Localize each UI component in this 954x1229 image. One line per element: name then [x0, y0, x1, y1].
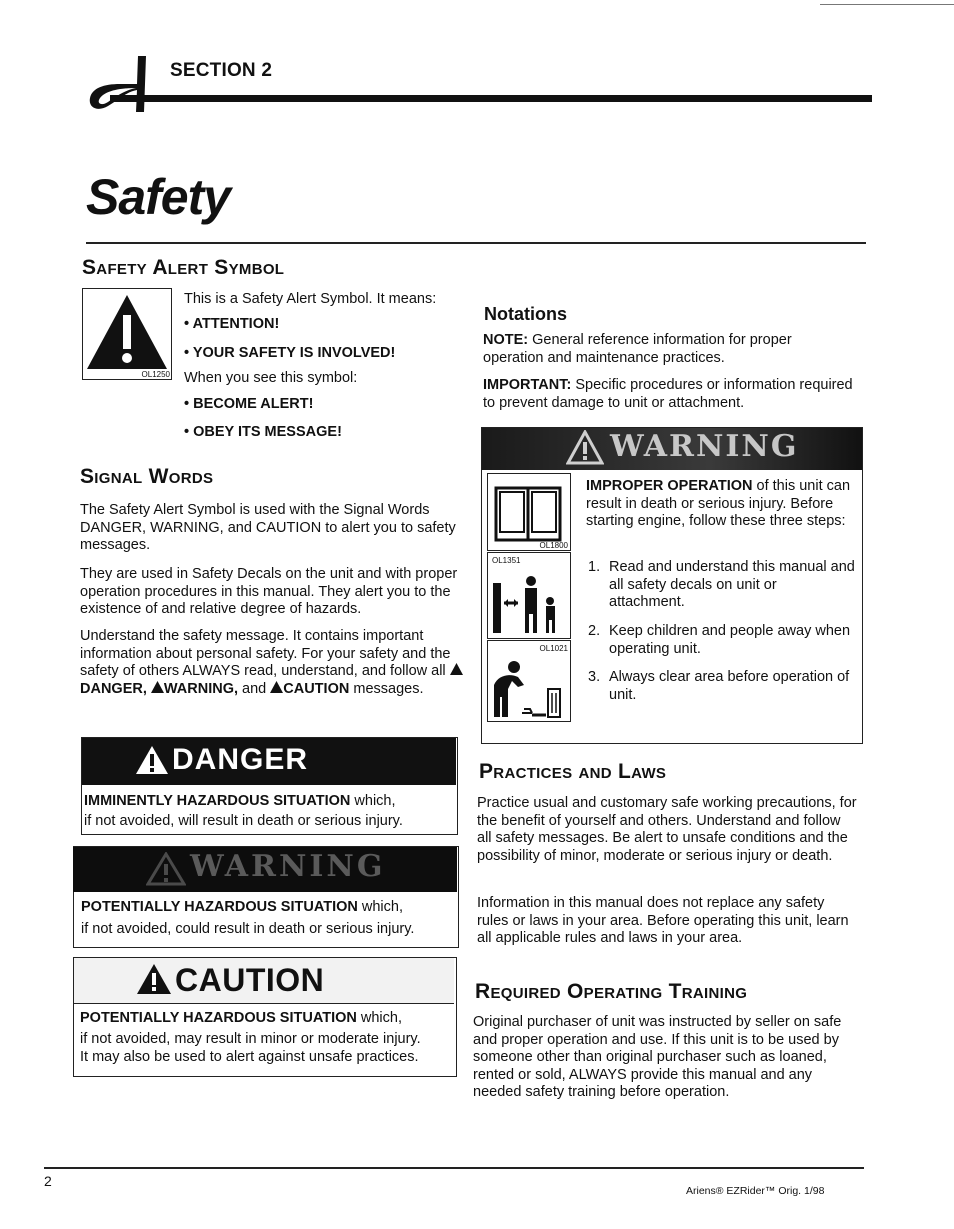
alert-mini-icon [450, 663, 463, 675]
word-warning: WARNING, [163, 680, 239, 697]
warning-alert-icon [146, 852, 186, 886]
caution-line-2: if not avoided, may result in minor or moderate injury. [80, 1031, 421, 1047]
training-heading: Required Operating Training [475, 980, 748, 1003]
note-label: NOTE: [483, 332, 529, 348]
caution-alert-icon [136, 963, 172, 995]
clear-area-icon-box [487, 640, 571, 722]
caution-line-1 [80, 1010, 402, 1028]
page-title: Safety [86, 169, 231, 225]
section-rule [110, 95, 872, 102]
section-a-logo-icon [86, 54, 166, 114]
caution-rest: which, [356, 1010, 402, 1026]
alert-mini-icon [270, 681, 283, 693]
alert-mini-icon [151, 681, 164, 693]
note-text: General reference information for proper operation and maintenance practices. [483, 332, 792, 366]
danger-rest: which, [350, 793, 396, 809]
footer-text: Ariens® EZRider™ Orig. 1/98 [686, 1185, 825, 1197]
read-manual-icon-box [487, 473, 571, 551]
page-number: 2 [44, 1173, 52, 1189]
icon-code-2: OL1351 [492, 556, 521, 565]
danger-line-2: if not avoided, will result in death or serious injury. [84, 813, 403, 829]
note-para [483, 332, 853, 367]
warning-line-1 [81, 899, 403, 917]
icon-code-1: OL1800 [539, 541, 568, 550]
danger-alert-icon [135, 745, 169, 775]
important-label: IMPORTANT: [483, 377, 572, 393]
caution-line-3: It may also be used to alert against unsafe practices. [80, 1049, 419, 1065]
safety-alert-symbol-box [82, 288, 172, 380]
signal-words-para-3-start: Understand the safety message. It contains important information about personal safety. For your safety and the safety of others ALWAYS read, understand, and follow all [80, 628, 451, 679]
alert-bullet-become: • BECOME ALERT! [184, 396, 314, 412]
alert-bullet-obey: • OBEY ITS MESSAGE! [184, 424, 342, 440]
footer-rule [44, 1167, 864, 1169]
word-danger: DANGER, [80, 680, 147, 697]
title-rule [86, 242, 866, 244]
warning-bold: POTENTIALLY HAZARDOUS SITUATION [81, 899, 358, 915]
word-caution: CAUTION [283, 680, 350, 697]
section-label: SECTION 2 [170, 60, 273, 81]
danger-bold: IMMINENTLY HAZARDOUS SITUATION [84, 793, 351, 809]
alert-bullet-attention: • ATTENTION! [184, 316, 280, 332]
warning-step-2 [588, 623, 856, 658]
practices-para-2: Information in this manual does not replace any safety rules or laws in your area. Before operating this unit, learn all applicable rules and laws in your area. [477, 895, 849, 946]
icon-code-3: OL1021 [539, 644, 568, 653]
alert-when: When you see this symbol: [184, 370, 358, 386]
warning-step-1 [588, 559, 856, 612]
alert-intro: This is a Safety Alert Symbol. It means: [184, 291, 437, 307]
keep-away-icon-box [487, 552, 571, 639]
warning-panel-lead-rest: of this unit can result in death or serious injury. Before starting engine, follow these three steps: [586, 478, 851, 529]
keep-people-away-icon [488, 553, 570, 638]
caution-bold: POTENTIALLY HAZARDOUS SITUATION [80, 1010, 357, 1026]
safety-alert-icon-code: OL1250 [141, 370, 170, 379]
danger-line-1 [84, 793, 396, 811]
warning-panel-lead [586, 478, 856, 531]
signal-words-para-2: They are used in Safety Decals on the unit and with proper operation procedures in this manual. They alert you to the existence of and relative degree of hazards. [80, 566, 458, 617]
safety-alert-triangle-icon [83, 289, 171, 379]
practices-para-1: Practice usual and customary safe working precautions, for the benefit of yourself and others. Understand and follow all safety messages. Be alert to unsafe conditions and the possibility of minor, moderate or serious injury or death. [477, 795, 857, 864]
notations-heading: Notations [484, 304, 567, 324]
signal-words-para-1: The Safety Alert Symbol is used with the Signal Words DANGER, WARNING, and CAUTION to alert you to safety messages. [80, 502, 456, 553]
important-text: Specific procedures or information required to prevent damage to unit or attachment. [483, 377, 853, 411]
top-hairline [820, 4, 954, 5]
warning-rest: which, [357, 899, 403, 915]
warning-header-text: WARNING [190, 849, 386, 884]
step-number: 1. [588, 559, 601, 575]
step-text: Always clear area before operation of unit. [609, 669, 850, 703]
warning-step-3 [588, 669, 856, 704]
clear-area-icon [488, 641, 570, 721]
warning-line-2: if not avoided, could result in death or serious injury. [81, 921, 415, 937]
training-para: Original purchaser of unit was instructed by seller on safe and proper operation and use. If this unit is to be used by someone other than original purchaser such as loaned, rented or sold, ALWAYS provide this manual and any needed safety training before operation. [473, 1014, 842, 1100]
word-and: and [238, 680, 271, 697]
step-number: 2. [588, 623, 601, 639]
caution-header-text: CAUTION [175, 962, 325, 998]
warning-panel-header-text: WARNING [610, 429, 799, 464]
practices-heading: Practices and Laws [479, 760, 667, 783]
step-text: Read and understand this manual and all safety decals on unit or attachment. [609, 559, 855, 610]
signal-words-para-3-end: messages. [353, 680, 424, 697]
step-text: Keep children and people away when operating unit. [609, 623, 851, 657]
signal-words-para-3 [80, 628, 464, 698]
warning-panel-alert-icon [566, 430, 604, 466]
danger-header-text: DANGER [172, 743, 309, 776]
warning-panel-lead-bold: IMPROPER OPERATION [586, 478, 753, 494]
step-number: 3. [588, 669, 601, 685]
safety-alert-heading: Safety Alert Symbol [82, 256, 285, 279]
signal-words-heading: Signal Words [80, 465, 214, 488]
manual-book-icon [488, 474, 570, 550]
alert-bullet-involved: • YOUR SAFETY IS INVOLVED! [184, 345, 396, 361]
important-para [483, 377, 853, 412]
